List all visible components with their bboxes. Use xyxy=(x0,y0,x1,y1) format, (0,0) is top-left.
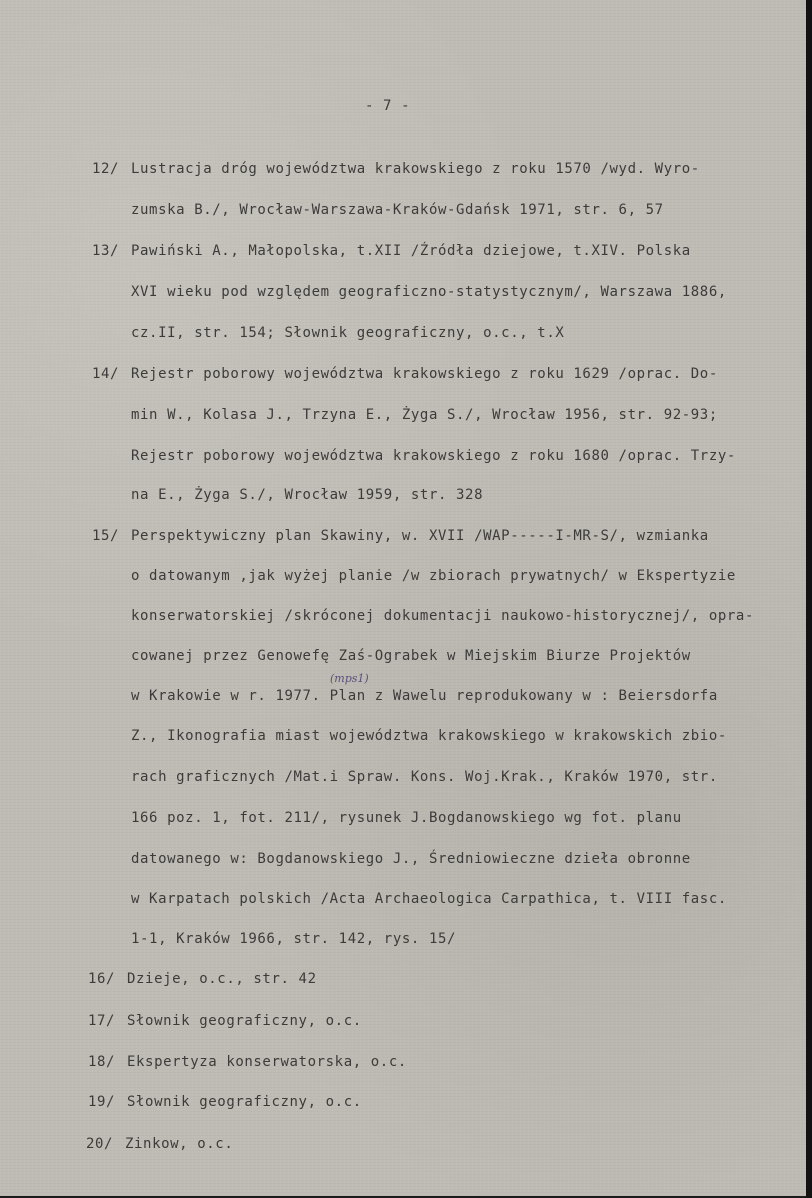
footnote-12-line-1: Lustracja dróg województwa krakowskiego z roku 1570 /wyd. Wyro- xyxy=(131,161,700,177)
footnote-16-line-1: Dzieje, o.c., str. 42 xyxy=(127,971,317,987)
footnote-number-14: 14/ xyxy=(92,366,120,382)
handwritten-annotation: (mps1) xyxy=(330,672,369,685)
footnote-number-15: 15/ xyxy=(92,528,120,544)
footnote-13-line-2: XVI wieku pod względem geograficzno-statystycznym/, Warszawa 1886, xyxy=(131,284,727,300)
footnote-19-line-1: Słownik geograficzny, o.c. xyxy=(127,1094,362,1110)
footnote-15-line-9: datowanego w: Bogdanowskiego J., Średniowieczne dzieła obronne xyxy=(131,851,691,867)
footnote-number-17: 17/ xyxy=(88,1013,116,1029)
footnote-number-18: 18/ xyxy=(88,1054,116,1070)
footnote-number-20: 20/ xyxy=(86,1136,114,1152)
footnote-15-line-8: 166 poz. 1, fot. 211/, rysunek J.Bogdanowskiego wg fot. planu xyxy=(131,810,682,826)
footnote-15-line-1: Perspektywiczny plan Skawiny, w. XVII /WAP-----I-MR-S/, wzmianka xyxy=(131,528,709,544)
page-number: - 7 - xyxy=(365,98,411,114)
footnote-13-line-3: cz.II, str. 154; Słownik geograficzny, o.c., t.X xyxy=(131,325,565,341)
footnote-14-line-2: min W., Kolasa J., Trzyna E., Żyga S./, Wrocław 1956, str. 92-93; xyxy=(131,407,718,423)
footnote-number-13: 13/ xyxy=(92,243,120,259)
footnote-15-line-6: Z., Ikonografia miast województwa krakowskiego w krakowskich zbio- xyxy=(131,728,727,744)
footnote-number-19: 19/ xyxy=(88,1094,116,1110)
footnote-15-line-10: w Karpatach polskich /Acta Archaeologica Carpathica, t. VIII fasc. xyxy=(131,891,727,907)
footnote-15-line-3: konserwatorskiej /skróconej dokumentacji naukowo-historycznej/, opra- xyxy=(131,608,754,624)
footnote-14-line-3: Rejestr poborowy województwa krakowskiego z roku 1680 /oprac. Trzy- xyxy=(131,448,736,464)
footnote-15-line-7: rach graficznych /Mat.i Spraw. Kons. Woj.Krak., Kraków 1970, str. xyxy=(131,769,718,785)
scan-edge-shadow xyxy=(806,0,812,1198)
footnote-17-line-1: Słownik geograficzny, o.c. xyxy=(127,1013,362,1029)
footnote-number-16: 16/ xyxy=(88,971,116,987)
footnote-number-12: 12/ xyxy=(92,161,120,177)
footnote-15-line-4: cowanej przez Genowefę Zaś-Ograbek w Miejskim Biurze Projektów xyxy=(131,648,691,664)
footnote-14-line-1: Rejestr poborowy województwa krakowskiego z roku 1629 /oprac. Do- xyxy=(131,366,718,382)
footnote-13-line-1: Pawiński A., Małopolska, t.XII /Źródła dziejowe, t.XIV. Polska xyxy=(131,243,691,259)
footnote-14-line-4: na E., Żyga S./, Wrocław 1959, str. 328 xyxy=(131,487,484,503)
footnote-15-line-2: o datowanym ,jak wyżej planie /w zbiorach prywatnych/ w Ekspertyzie xyxy=(131,568,736,584)
footnote-12-line-2: zumska B./, Wrocław-Warszawa-Kraków-Gdańsk 1971, str. 6, 57 xyxy=(131,202,664,218)
footnote-15-line-5: w Krakowie w r. 1977. Plan z Wawelu reprodukowany w : Beiersdorfa xyxy=(131,688,718,704)
footnote-20-line-1: Zinkow, o.c. xyxy=(125,1136,234,1152)
footnote-18-line-1: Ekspertyza konserwatorska, o.c. xyxy=(127,1054,407,1070)
footnote-15-line-11: 1-1, Kraków 1966, str. 142, rys. 15/ xyxy=(131,931,457,947)
